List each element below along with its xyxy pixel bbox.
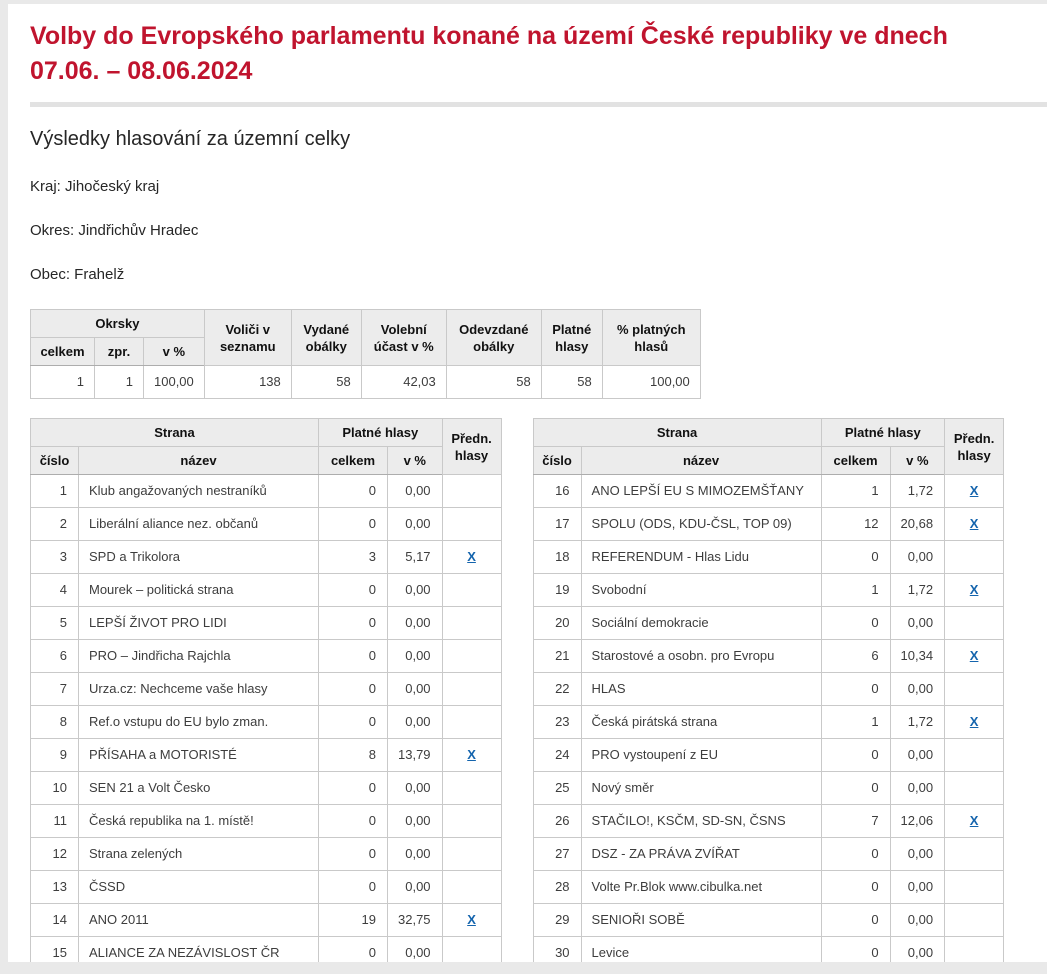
party-results-table-right [533,418,1005,962]
party-votes-percent: 0,00 [388,772,443,805]
party-number: 19 [533,574,581,607]
party-name: PRO vystoupení z EU [581,739,821,772]
party-votes-total: 0 [821,541,890,574]
party-votes-total: 8 [319,739,388,772]
party-name: Klub angažovaných nestraníků [79,475,319,508]
party-name: PŘÍSAHA a MOTORISTÉ [79,739,319,772]
preferential-votes-cell [442,805,501,838]
preferential-votes-cell [442,640,501,673]
party-header-platne-hlasy: Platné hlasy [319,419,443,447]
party-votes-percent: 10,34 [890,640,945,673]
region-label: Kraj: Jihočeský kraj [30,178,160,195]
preferential-votes-cell [442,838,501,871]
party-votes-total: 19 [319,904,388,937]
party-votes-total: 12 [821,508,890,541]
party-name: Levice [581,937,821,963]
summary-row [31,366,701,399]
party-votes-total: 0 [319,871,388,904]
party-votes-total: 0 [821,871,890,904]
party-name: REFERENDUM - Hlas Lidu [581,541,821,574]
party-name: DSZ - ZA PRÁVA ZVÍŘAT [581,838,821,871]
summary-platne-value: 58 [541,366,602,399]
party-name: ANO LEPŠÍ EU S MIMOZEMŠŤANY [581,475,821,508]
party-row [31,475,502,508]
party-votes-total: 0 [821,937,890,963]
party-votes-total: 0 [319,838,388,871]
party-votes-percent: 0,00 [388,508,443,541]
party-number: 21 [533,640,581,673]
party-votes-total: 0 [821,904,890,937]
party-name: ČSSD [79,871,319,904]
preferential-votes-cell [945,772,1004,805]
party-row [31,772,502,805]
party-number: 1 [31,475,79,508]
party-row [31,673,502,706]
party-name: SPOLU (ODS, KDU-ČSL, TOP 09) [581,508,821,541]
party-votes-percent: 0,00 [388,475,443,508]
party-number: 16 [533,475,581,508]
party-header-predn-hlasy: Předn. hlasy [945,419,1004,475]
summary-header-zpr: zpr. [95,338,144,366]
party-number: 22 [533,673,581,706]
party-votes-total: 0 [319,607,388,640]
party-votes-total: 0 [821,772,890,805]
party-votes-percent: 0,00 [890,739,945,772]
preferential-votes-cell [442,673,501,706]
party-number: 15 [31,937,79,963]
preferential-votes-cell [442,772,501,805]
summary-vydane-value: 58 [291,366,361,399]
party-name: Urza.cz: Nechceme vaše hlasy [79,673,319,706]
preferential-votes-cell [442,508,501,541]
party-row [31,541,502,574]
preferential-votes-cell [442,475,501,508]
party-number: 10 [31,772,79,805]
party-name: LEPŠÍ ŽIVOT PRO LIDI [79,607,319,640]
preferential-votes-cell [442,904,501,937]
party-votes-percent: 0,00 [890,772,945,805]
preferential-votes-link[interactable]: X [969,648,979,663]
preferential-votes-cell [442,574,501,607]
party-votes-percent: 0,00 [388,805,443,838]
party-number: 11 [31,805,79,838]
preferential-votes-cell [945,739,1004,772]
party-header-cislo: číslo [31,447,79,475]
party-number: 23 [533,706,581,739]
party-votes-total: 0 [319,706,388,739]
party-votes-total: 0 [319,640,388,673]
party-header-cislo: číslo [533,447,581,475]
party-name: Nový směr [581,772,821,805]
party-row [31,739,502,772]
party-number: 6 [31,640,79,673]
party-row [533,640,1004,673]
preferential-votes-link[interactable]: X [969,813,979,828]
party-row [533,475,1004,508]
party-number: 29 [533,904,581,937]
party-votes-total: 3 [319,541,388,574]
party-row [31,706,502,739]
party-tables-container [30,418,1047,962]
preferential-votes-cell [945,574,1004,607]
preferential-votes-cell [442,739,501,772]
party-row [533,937,1004,963]
party-row [533,607,1004,640]
preferential-votes-cell [945,541,1004,574]
party-votes-percent: 0,00 [890,871,945,904]
party-votes-total: 0 [821,607,890,640]
party-votes-total: 1 [821,574,890,607]
party-votes-percent: 0,00 [388,838,443,871]
section-title: Výsledky hlasování za územní celky [30,128,351,150]
party-votes-total: 0 [319,508,388,541]
party-row [533,904,1004,937]
party-row [31,904,502,937]
turnout-summary-table [30,309,701,399]
party-name: Starostové a osobn. pro Evropu [581,640,821,673]
summary-header-odevzdane: Odevzdané obálky [446,310,541,366]
party-number: 20 [533,607,581,640]
party-header-nazev: název [581,447,821,475]
party-row [31,574,502,607]
preferential-votes-cell [945,838,1004,871]
party-row [31,937,502,963]
party-number: 5 [31,607,79,640]
summary-header-pct-platnych: % platných hlasů [602,310,700,366]
party-header-vpct: v % [890,447,945,475]
summary-pct-platnych-value: 100,00 [602,366,700,399]
party-header-platne-hlasy: Platné hlasy [821,419,945,447]
party-name: Liberální aliance nez. občanů [79,508,319,541]
preferential-votes-cell [442,871,501,904]
party-number: 27 [533,838,581,871]
party-votes-percent: 20,68 [890,508,945,541]
party-name: STAČILO!, KSČM, SD-SN, ČSNS [581,805,821,838]
party-votes-percent: 0,00 [388,640,443,673]
preferential-votes-cell [945,937,1004,963]
party-header-strana: Strana [533,419,821,447]
party-number: 13 [31,871,79,904]
preferential-votes-link[interactable]: X [969,516,979,531]
party-votes-total: 6 [821,640,890,673]
preferential-votes-link[interactable]: X [467,747,476,762]
party-votes-percent: 0,00 [890,607,945,640]
title-divider [30,102,1047,107]
preferential-votes-cell [945,805,1004,838]
municipality-label: Obec: Frahelž [30,266,125,283]
party-number: 9 [31,739,79,772]
preferential-votes-cell [945,904,1004,937]
preferential-votes-cell [945,673,1004,706]
party-votes-total: 7 [821,805,890,838]
party-name: SEN 21 a Volt Česko [79,772,319,805]
party-row [31,838,502,871]
summary-header-volici: Voliči v seznamu [204,310,291,366]
party-votes-percent: 1,72 [890,574,945,607]
party-header-nazev: název [79,447,319,475]
party-name: Volte Pr.Blok www.cibulka.net [581,871,821,904]
preferential-votes-cell [442,541,501,574]
party-name: Ref.o vstupu do EU bylo zman. [79,706,319,739]
party-row [31,508,502,541]
party-name: SPD a Trikolora [79,541,319,574]
party-votes-total: 0 [821,739,890,772]
summary-celkem-value: 1 [31,366,95,399]
party-votes-total: 0 [821,838,890,871]
party-votes-percent: 32,75 [388,904,443,937]
preferential-votes-link[interactable]: X [969,483,979,498]
party-name: Svobodní [581,574,821,607]
party-number: 24 [533,739,581,772]
summary-header-ucast: Volební účast v % [361,310,446,366]
party-votes-percent: 0,00 [388,871,443,904]
preferential-votes-cell [945,640,1004,673]
party-votes-percent: 0,00 [388,607,443,640]
party-votes-percent: 12,06 [890,805,945,838]
party-number: 14 [31,904,79,937]
party-number: 25 [533,772,581,805]
party-votes-percent: 0,00 [388,706,443,739]
preferential-votes-link[interactable]: X [467,549,476,564]
summary-zpr-value: 1 [95,366,144,399]
party-number: 28 [533,871,581,904]
content-area [8,4,1047,962]
party-number: 17 [533,508,581,541]
party-number: 26 [533,805,581,838]
party-votes-percent: 5,17 [388,541,443,574]
page-title: Volby do Evropského parlamentu konané na území České republiky ve dnech 07.06. – 08.06.2024 [30,22,948,85]
preferential-votes-cell [945,508,1004,541]
party-votes-total: 0 [821,673,890,706]
party-header-celkem: celkem [319,447,388,475]
summary-header-platne: Platné hlasy [541,310,602,366]
party-header-vpct: v % [388,447,443,475]
summary-volici-value: 138 [204,366,291,399]
party-number: 4 [31,574,79,607]
party-votes-total: 0 [319,937,388,963]
party-row [31,805,502,838]
preferential-votes-link[interactable]: X [969,714,979,729]
party-votes-percent: 0,00 [388,574,443,607]
party-row [31,607,502,640]
party-row [533,706,1004,739]
party-name: SENIOŘI SOBĚ [581,904,821,937]
party-row [31,871,502,904]
preferential-votes-cell [442,937,501,963]
preferential-votes-cell [945,871,1004,904]
party-row [31,640,502,673]
district-label: Okres: Jindřichův Hradec [30,222,199,239]
preferential-votes-cell [945,475,1004,508]
party-votes-total: 0 [319,673,388,706]
party-row [533,838,1004,871]
party-votes-percent: 0,00 [890,838,945,871]
summary-header-vpct: v % [144,338,205,366]
party-votes-percent: 1,72 [890,475,945,508]
party-header-strana: Strana [31,419,319,447]
preferential-votes-cell [442,607,501,640]
party-row [533,772,1004,805]
preferential-votes-link[interactable]: X [969,582,979,597]
summary-header-vydane: Vydané obálky [291,310,361,366]
party-number: 3 [31,541,79,574]
party-header-predn-hlasy: Předn. hlasy [442,419,501,475]
party-row [533,541,1004,574]
party-name: Sociální demokracie [581,607,821,640]
preferential-votes-cell [945,706,1004,739]
party-votes-total: 0 [319,475,388,508]
party-number: 7 [31,673,79,706]
party-header-celkem: celkem [821,447,890,475]
party-name: ANO 2011 [79,904,319,937]
party-name: HLAS [581,673,821,706]
party-votes-total: 0 [319,574,388,607]
party-number: 30 [533,937,581,963]
party-name: Strana zelených [79,838,319,871]
party-name: Mourek – politická strana [79,574,319,607]
party-votes-total: 0 [319,805,388,838]
party-votes-percent: 13,79 [388,739,443,772]
party-votes-total: 1 [821,475,890,508]
party-number: 8 [31,706,79,739]
party-votes-total: 0 [319,772,388,805]
party-name: PRO – Jindřicha Rajchla [79,640,319,673]
preferential-votes-cell [945,607,1004,640]
party-row [533,574,1004,607]
party-votes-percent: 0,00 [890,904,945,937]
party-name: Česká republika na 1. místě! [79,805,319,838]
party-votes-percent: 0,00 [388,673,443,706]
party-number: 12 [31,838,79,871]
party-row [533,739,1004,772]
summary-header-celkem: celkem [31,338,95,366]
party-name: Česká pirátská strana [581,706,821,739]
summary-vpct-value: 100,00 [144,366,205,399]
party-number: 2 [31,508,79,541]
party-results-table-left [30,418,502,962]
party-votes-total: 1 [821,706,890,739]
party-votes-percent: 0,00 [890,673,945,706]
party-row [533,673,1004,706]
party-votes-percent: 1,72 [890,706,945,739]
party-row [533,508,1004,541]
preferential-votes-link[interactable]: X [467,912,476,927]
party-votes-percent: 0,00 [890,541,945,574]
party-votes-percent: 0,00 [890,937,945,963]
party-name: ALIANCE ZA NEZÁVISLOST ČR [79,937,319,963]
preferential-votes-cell [442,706,501,739]
summary-odevzdane-value: 58 [446,366,541,399]
summary-header-okrsky: Okrsky [31,310,205,338]
party-row [533,871,1004,904]
party-row [533,805,1004,838]
summary-ucast-value: 42,03 [361,366,446,399]
party-number: 18 [533,541,581,574]
party-votes-percent: 0,00 [388,937,443,963]
